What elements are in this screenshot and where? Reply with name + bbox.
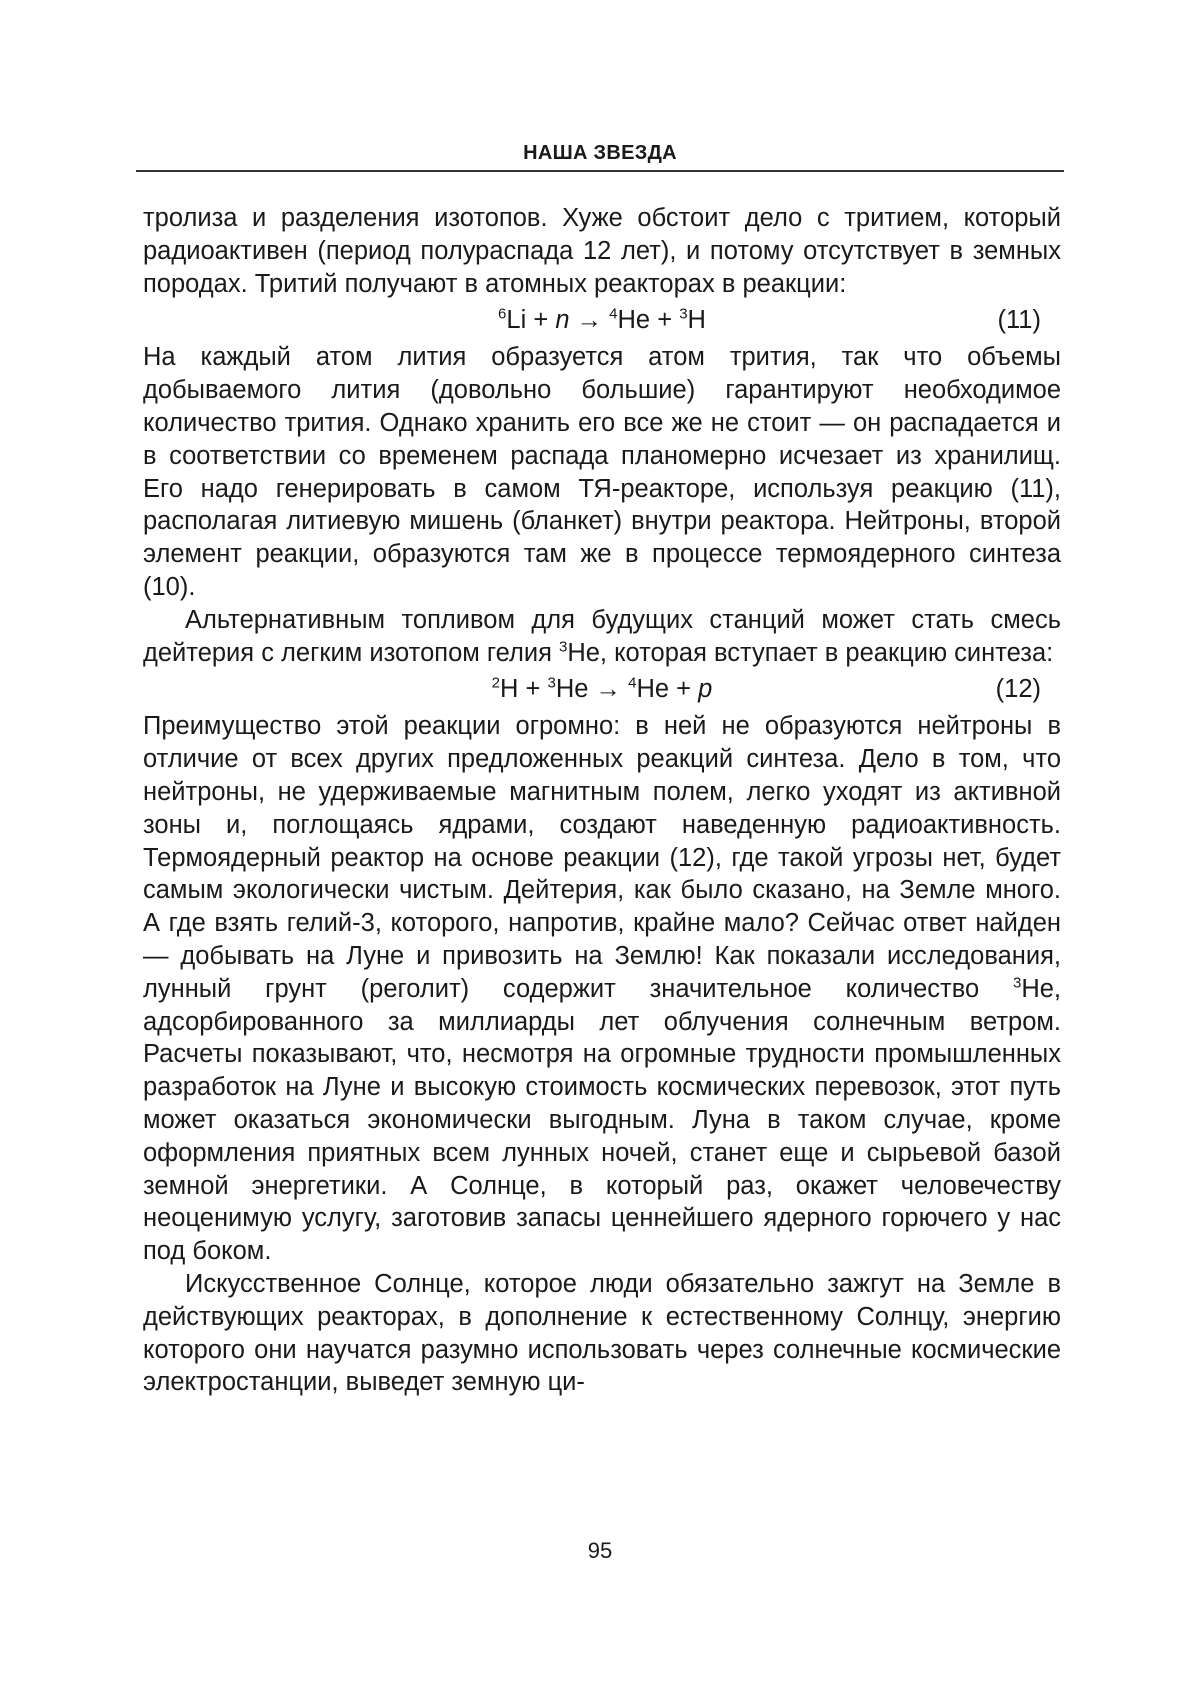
body-text bbox=[143, 202, 1061, 1399]
paragraph-5: Искусственное Солнце, которое люди обязательно зажгут на Земле в действующих реакторах, в дополнение к естественному Солнцу, энергию которого они научатся разумно использовать через солнечные космические электростанции, выведет земную ци- bbox=[143, 1269, 1061, 1397]
equation-11-formula: $^6$Li + n → $^4$He + $^3$H bbox=[498, 305, 706, 335]
paragraph-4: Преимущество этой реакции огромно: в ней не образуются нейтроны в отличие от всех других предложенных реакций синтеза. Дело в том, что нейтроны, не удерживаемые магнитным полем, легко уходят из активной зоны и, поглощаясь ядрами, создают наведенную радиоактивность. Термоядерный реактор на основе реакции (12), где такой угрозы нет, будет самым экологически чистым. Дейтерия, как было сказано, на Земле много. А где взять гелий-3, которого, напротив, крайне мало? Сейчас ответ найден — добывать на Луне и привозить на Землю! Как показали исследования, лунный грунт (реголит) содержит значительное количество $^3$He, адсорбированного за миллиарды лет облучения солнечным ветром. Расчеты показывают, что, несмотря на огромные трудности промышленных разработок на Луне и высокую стоимость космических перевозок, этот путь может оказаться экономически выгодным. Луна в таком случае, кроме оформления приятных всем лунных ночей, станет еще и сырьевой базой земной энергетики. А Солнце, в который раз, окажет человечеству неоценимую услугу, заготовив запасы ценнейшего ядерного горючего у нас под боком. bbox=[143, 712, 1061, 1266]
equation-12-number: (12) bbox=[995, 675, 1041, 704]
header-rule bbox=[136, 170, 1064, 172]
page-number: 95 bbox=[587, 1538, 613, 1563]
paragraph-2: На каждый атом лития образуется атом трития, так что объемы добываемого лития (довольно большие) гарантируют необходимое количество трития. Однако хранить его все же не стоит — он распадается и в соответствии со временем распада планомерно исчезает из хранилищ. Его надо генерировать в самом ТЯ-реакторе, используя реакцию (11), располагая литиевую мишень (бланкет) внутри реактора. Нейтроны, второй элемент реакции, образуются там же в процессе термоядерного синтеза (10). bbox=[143, 343, 1061, 601]
paragraph-3: Альтернативным топливом для будущих станций может стать смесь дейтерия с легким изотопом гелия $^3$He, которая вступает в реакцию синтеза: bbox=[143, 605, 1061, 667]
equation-11 bbox=[143, 300, 1061, 341]
running-header: НАША ЗВЕЗДА bbox=[523, 142, 677, 164]
equation-12-formula: $^2$H + $^3$He → $^4$He + p bbox=[491, 674, 713, 704]
equation-12 bbox=[143, 669, 1061, 710]
paragraph-1: тролиза и разделения изотопов. Хуже обстоит дело с тритием, который радиоактивен (период полураспада 12 лет), и потому отсутствует в земных породах. Тритий получают в атомных реакторах в реакции: bbox=[143, 204, 1061, 298]
equation-11-number: (11) bbox=[997, 306, 1041, 335]
